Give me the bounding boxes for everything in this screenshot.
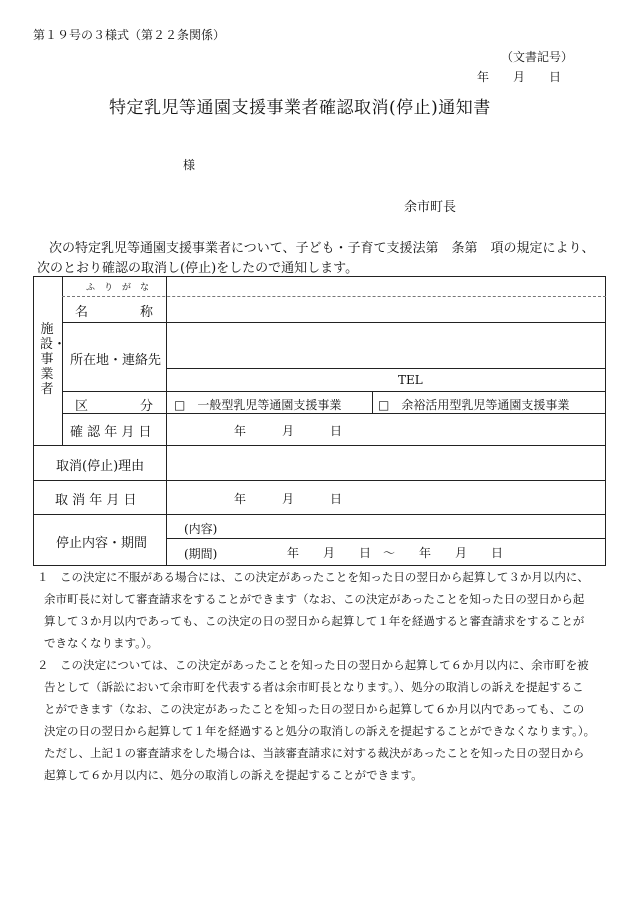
furigana-divider — [62, 296, 606, 297]
addressee-suffix: 様 — [183, 158, 196, 172]
note-2-line-5: ただし、上記１の審査請求をした場合は、当該審査請求に対する裁決があったことを知った日の翌日から — [44, 746, 585, 760]
note-1-line-1: １ この決定に不服がある場合には、この決定があったことを知った日の翌日から起算して３か月以内に、 — [37, 570, 589, 584]
category-option-general[interactable]: □ 一般型乳児等通園支援事業 — [174, 398, 342, 412]
facility-column-divider — [62, 276, 63, 445]
reason-row-divider — [33, 480, 606, 481]
category-option-surplus[interactable]: □ 余裕活用型乳児等通園支援事業 — [378, 398, 570, 412]
note-2-line-1: ２ この決定については、この決定があったことを知った日の翌日から起算して６か月以内に、余市町を被 — [37, 658, 589, 672]
suspend-label: 停止内容・期間 — [56, 536, 148, 551]
name-row-divider — [62, 322, 606, 323]
cancel-date-label: 取 消 年 月 日 — [55, 493, 137, 508]
address-label: 所在地・連絡先 — [70, 353, 162, 368]
confirm-date-value: 年 月 日 — [234, 424, 343, 438]
category-options-divider — [372, 391, 373, 413]
address-row-divider — [62, 391, 606, 392]
content-label: (内容) — [184, 522, 218, 536]
cancel-date-row-divider — [33, 514, 606, 515]
reason-label: 取消(停止)理由 — [56, 459, 145, 474]
facility-section-divider — [33, 445, 606, 446]
tel-label: TEL — [398, 373, 423, 387]
period-value: 年 月 日 ～ 年 月 日 — [287, 546, 504, 560]
category-label: 区 分 — [75, 399, 154, 414]
cancel-date-value: 年 月 日 — [234, 492, 343, 506]
intro-line-2: 次のとおり確認の取消し(停止)をしたので通知します。 — [37, 261, 359, 276]
note-1-line-3: 算して３か月以内であっても、この決定の日の翌日から起算して１年を経過すると審査請求をすることが — [44, 614, 585, 628]
confirm-date-label: 確 認 年 月 日 — [70, 425, 152, 440]
document-title: 特定乳児等通園支援事業者確認取消(停止)通知書 — [109, 98, 491, 118]
facility-label: 施設・事業者 — [40, 322, 67, 397]
form-number: 第１９号の３様式（第２２条関係） — [33, 28, 226, 42]
note-2-line-6: 起算して６か月以内に、処分の取消しの訴えを提起することができます。 — [44, 768, 423, 782]
label-column-divider — [166, 276, 167, 566]
note-1-line-2: 余市町長に対して審査請求をすることができます（なお、この決定があったことを知った日の翌日から起 — [44, 592, 585, 606]
address-tel-divider — [166, 368, 606, 369]
note-1-line-4: できなくなります。）。 — [44, 636, 159, 650]
furigana-label: ふ り が な — [86, 283, 150, 293]
period-label: (期間) — [184, 547, 218, 561]
note-2-line-4: 決定の日の翌日から起算して１年を経過すると処分の取消しの訴えを提起することができなくなります。）。 — [44, 724, 596, 738]
intro-line-1: 次の特定乳児等通園支援事業者について、子ども・子育て支援法第 条第 項の規定により、 — [49, 241, 595, 256]
note-2-line-3: とができます（なお、この決定があったことを知った日の翌日から起算して６か月以内であっても、この — [44, 702, 585, 716]
content-period-divider — [166, 538, 606, 539]
note-2-line-2: 告として（訴訟において余市町を代表する者は余市町長となります。）、処分の取消しの訴えを提起するこ — [44, 680, 584, 694]
issuer-name: 余市町長 — [404, 200, 457, 215]
issue-date-line: 年 月 日 — [477, 70, 562, 84]
document-number-label: （文書記号） — [501, 50, 574, 64]
name-label: 名 称 — [75, 305, 154, 320]
